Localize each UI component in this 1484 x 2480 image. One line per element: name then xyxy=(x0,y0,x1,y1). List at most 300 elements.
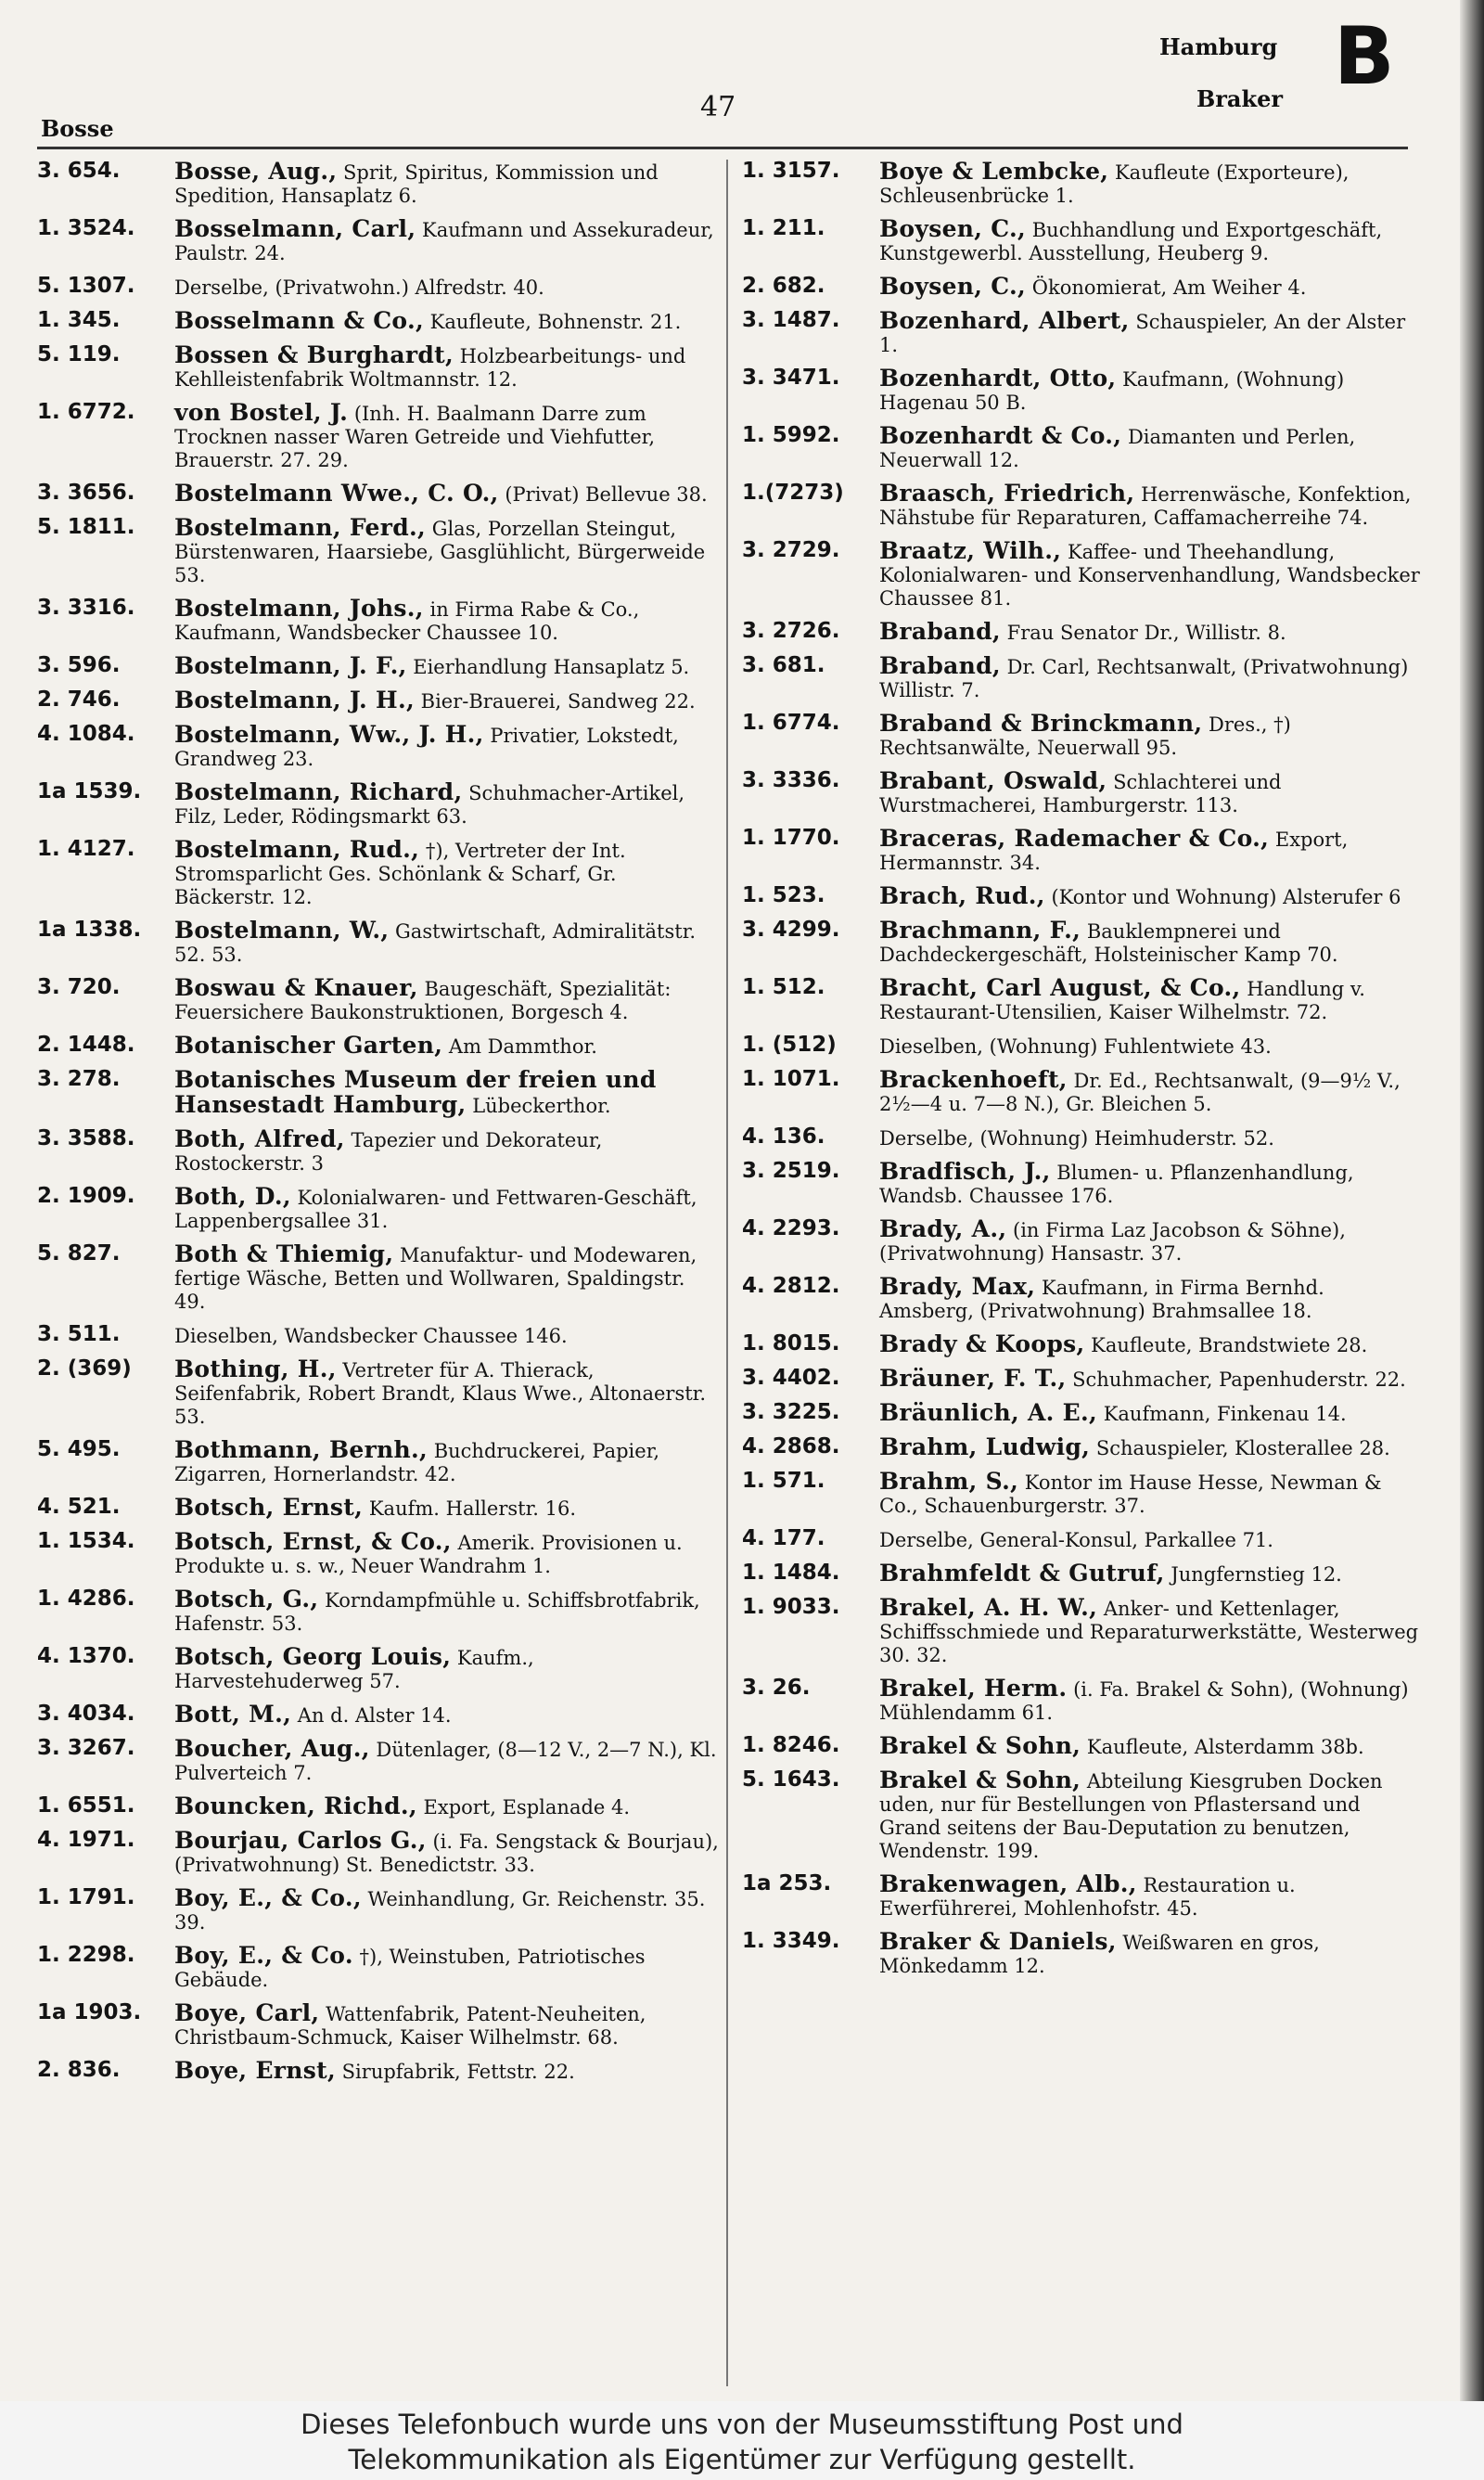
directory-entry xyxy=(742,620,1424,645)
entry-details: Derselbe, (Privatwohn.) Alfredstr. 40. xyxy=(174,276,544,299)
directory-entry xyxy=(742,1034,1424,1059)
entry-name: Both, Alfred, xyxy=(174,1125,345,1152)
entry-name: Botsch, Georg Louis, xyxy=(174,1643,452,1670)
directory-entry xyxy=(742,275,1424,300)
entry-details: Abteilung Kiesgruben Docken uden, nur für Bestellungen von Pflastersand und Grand seitens der Bau-Deputation zu benutzen, Wendenstr. 199. xyxy=(879,1770,1383,1862)
entry-name: Bothmann, Bernh., xyxy=(174,1436,429,1463)
entry-body xyxy=(879,1275,1424,1323)
header-letter: B xyxy=(1334,10,1395,103)
directory-entry xyxy=(742,1596,1424,1667)
entry-name: Botsch, Ernst, & Co., xyxy=(174,1528,452,1555)
entry-details: Kaufleute, Bohnenstr. 21. xyxy=(429,311,682,333)
directory-entry xyxy=(37,1530,719,1578)
entry-body xyxy=(879,976,1424,1024)
directory-entry xyxy=(742,1435,1424,1460)
entry-body xyxy=(879,1470,1424,1518)
entry-name: Brakel & Sohn, xyxy=(879,1732,1081,1759)
entry-number: 1.(7273) xyxy=(742,481,844,505)
entry-number: 4. 2293. xyxy=(742,1216,840,1240)
entry-number: 1. 8246. xyxy=(742,1733,840,1757)
entry-details: Sprit, Spiritus, Kommission und Spedition, Hansaplatz 6. xyxy=(174,161,659,207)
entry-details: Weißwaren en gros, Mönkedamm 12. xyxy=(879,1932,1320,1977)
directory-entry xyxy=(742,1275,1424,1323)
entry-body xyxy=(174,654,719,679)
directory-entry xyxy=(37,597,719,645)
directory-entry xyxy=(37,1127,719,1176)
entry-body xyxy=(174,217,719,265)
entry-body xyxy=(879,1068,1424,1116)
entry-number: 1. 211. xyxy=(742,216,825,240)
directory-entry xyxy=(742,217,1424,265)
entry-body xyxy=(879,1561,1424,1587)
directory-entry xyxy=(37,1944,719,1992)
footer-notice xyxy=(0,2401,1484,2480)
entry-name: Boswau & Knauer, xyxy=(174,974,418,1001)
entry-body xyxy=(879,1527,1424,1552)
directory-entry xyxy=(37,780,719,829)
directory-entry xyxy=(37,516,719,587)
entry-details: Herrenwäsche, Konfektion, Nähstube für Reparaturen, Caffamacherreihe 74. xyxy=(879,483,1412,529)
directory-entry xyxy=(37,1496,719,1521)
entry-number: 3. 26. xyxy=(742,1676,811,1700)
directory-entry xyxy=(742,1068,1424,1116)
directory-entry xyxy=(37,1034,719,1059)
entry-number: 1. 1071. xyxy=(742,1067,840,1091)
entry-name: Botanischer Garten, xyxy=(174,1032,443,1059)
entry-body xyxy=(879,1160,1424,1208)
entry-details: †), Vertreter der Int. Stromsparlicht Ges. Schönlank & Scharf, Gr. Bäckerstr. 12. xyxy=(174,840,626,908)
entry-details: Derselbe, General-Konsul, Parkallee 71. xyxy=(879,1529,1273,1551)
entry-name: Brakenwagen, Alb., xyxy=(879,1870,1137,1897)
entry-name: Brakel & Sohn, xyxy=(879,1767,1081,1793)
directory-entry xyxy=(742,309,1424,357)
directory-entry xyxy=(37,401,719,472)
entry-body xyxy=(174,482,719,507)
entry-number: 3. 3267. xyxy=(37,1736,135,1760)
entry-name: Brachmann, F., xyxy=(879,917,1081,944)
entry-body xyxy=(174,1703,719,1728)
entry-name: Bozenhardt, Otto, xyxy=(879,365,1117,392)
entry-name: Bozenhard, Albert, xyxy=(879,307,1130,334)
entry-name: Bostelmann Wwe., C. O., xyxy=(174,480,499,507)
entry-details: Dres., †) Rechtsanwälte, Neuerwall 95. xyxy=(879,713,1291,759)
entry-name: Bostelmann, Ferd., xyxy=(174,514,426,541)
directory-entry xyxy=(742,1527,1424,1552)
entry-number: 3. 2726. xyxy=(742,619,840,643)
entry-body xyxy=(174,1034,719,1059)
entry-body xyxy=(879,1596,1424,1667)
entry-body xyxy=(879,1734,1424,1759)
directory-entry xyxy=(742,539,1424,610)
entry-name: Bozenhardt & Co., xyxy=(879,422,1122,449)
entry-body xyxy=(879,309,1424,357)
entry-number: 1. 4286. xyxy=(37,1587,135,1611)
entry-name: Bräunlich, A. E., xyxy=(879,1399,1098,1426)
entry-name: Brakel, Herm. xyxy=(879,1675,1068,1702)
entry-number: 1a 1539. xyxy=(37,779,142,803)
directory-entry xyxy=(742,1872,1424,1921)
directory-entry xyxy=(37,1438,719,1486)
entry-number: 4. 1370. xyxy=(37,1644,135,1668)
entry-details: Amerik. Provisionen u. Produkte u. s. w., Neuer Wandrahm 1. xyxy=(174,1532,683,1577)
entry-number: 3. 3316. xyxy=(37,596,135,620)
directory-entry xyxy=(37,482,719,507)
entry-body xyxy=(879,712,1424,760)
entry-details: Kaufm. Hallerstr. 16. xyxy=(368,1497,577,1520)
entry-name: Brach, Rud., xyxy=(879,882,1045,909)
entry-number: 1. 6551. xyxy=(37,1793,135,1818)
entry-name: Bostelmann, Ww., J. H., xyxy=(174,721,484,748)
entry-details: Vertreter für A. Thierack, Seifenfabrik, Robert Brandt, Klaus Wwe., Altonaerstr. 53. xyxy=(174,1359,707,1428)
entry-body xyxy=(174,1127,719,1176)
directory-entry xyxy=(742,1217,1424,1266)
entry-number: 3. 3225. xyxy=(742,1400,840,1424)
directory-entry xyxy=(742,1367,1424,1392)
entry-name: Bosse, Aug., xyxy=(174,158,338,185)
entry-details: Gastwirtschaft, Admiralitätstr. 52. 53. xyxy=(174,920,697,966)
entry-details: Diamanten und Perlen, Neuerwall 12. xyxy=(879,426,1356,471)
entry-details: Tapezier und Dekorateur, Rostockerstr. 3 xyxy=(174,1129,603,1175)
directory-entry xyxy=(742,919,1424,967)
directory-entry xyxy=(37,2059,719,2084)
entry-name: Bostelmann, J. H., xyxy=(174,687,415,713)
entry-body xyxy=(174,1587,719,1636)
entry-name: Bouncken, Richd., xyxy=(174,1793,417,1819)
entry-number: 1. 523. xyxy=(742,883,825,907)
entry-body xyxy=(174,780,719,829)
directory-entry xyxy=(37,217,719,265)
entry-name: Bostelmann, Richard, xyxy=(174,778,463,805)
directory-entry xyxy=(37,723,719,771)
entry-number: 3. 1487. xyxy=(742,308,840,332)
directory-entry xyxy=(37,1737,719,1785)
entry-details: in Firma Rabe & Co., Kaufmann, Wandsbecker Chaussee 10. xyxy=(174,598,640,644)
entry-name: Bott, M., xyxy=(174,1701,292,1728)
directory-entry xyxy=(742,1561,1424,1587)
entry-name: Botsch, G., xyxy=(174,1586,319,1613)
entry-number: 5. 1643. xyxy=(742,1767,840,1792)
directory-entry xyxy=(742,160,1424,208)
entry-body xyxy=(879,1217,1424,1266)
directory-entry xyxy=(37,976,719,1024)
entry-body xyxy=(174,1357,719,1429)
entry-number: 4. 177. xyxy=(742,1526,825,1550)
directory-entry xyxy=(37,309,719,334)
entry-body xyxy=(879,1872,1424,1921)
footer-line-1: Dieses Telefonbuch wurde uns von der Museumsstiftung Post und xyxy=(301,2409,1183,2440)
entry-number: 3. 720. xyxy=(37,975,121,999)
entry-name: Both, D., xyxy=(174,1183,291,1210)
entry-name: Brahm, Ludwig, xyxy=(879,1433,1091,1460)
entry-number: 1. 3349. xyxy=(742,1929,840,1953)
directory-entry xyxy=(37,1829,719,1877)
entry-details: Schuhmacher-Artikel, Filz, Leder, Rödingsmarkt 63. xyxy=(174,782,685,828)
entry-number: 3. 4402. xyxy=(742,1366,840,1390)
entry-details: Kaufm., Harvestehuderweg 57. xyxy=(174,1647,534,1692)
entry-name: Bräuner, F. T., xyxy=(879,1365,1067,1392)
entry-details: Restauration u. Ewerführerei, Mohlenhofstr. 45. xyxy=(879,1874,1296,1920)
entry-details: Kaufmann und Assekuradeur, Paulstr. 24. xyxy=(174,219,714,264)
directory-entry xyxy=(742,1125,1424,1150)
entry-number: 1. 1484. xyxy=(742,1561,840,1585)
entry-body xyxy=(174,1242,719,1314)
entry-name: Bourjau, Carlos G., xyxy=(174,1827,427,1854)
entry-body xyxy=(879,1435,1424,1460)
entry-number: 1. 571. xyxy=(742,1469,825,1493)
entry-name: Bostelmann, Rud., xyxy=(174,836,420,863)
entry-name: Boysen, C., xyxy=(879,273,1027,300)
entry-body xyxy=(174,1794,719,1819)
directory-entry xyxy=(742,1734,1424,1759)
entry-number: 5. 495. xyxy=(37,1437,121,1461)
entry-body xyxy=(879,217,1424,265)
entry-number: 3. 2519. xyxy=(742,1159,840,1183)
directory-entry xyxy=(37,1645,719,1693)
entry-number: 2. (369) xyxy=(37,1356,132,1381)
entry-body xyxy=(879,1768,1424,1863)
entry-name: Bostelmann, W., xyxy=(174,917,390,944)
entry-number: 1. 6772. xyxy=(37,400,135,424)
entry-number: 2. 682. xyxy=(742,274,825,298)
entry-details: Blumen- u. Pflanzenhandlung, Wandsb. Chaussee 176. xyxy=(879,1162,1354,1207)
entry-details: Privatier, Lokstedt, Grandweg 23. xyxy=(174,725,679,770)
entry-number: 3. 4299. xyxy=(742,918,840,942)
entry-details: Holzbearbeitungs- und Kehlleistenfabrik Woltmannstr. 12. xyxy=(174,345,686,391)
entry-details: †), Weinstuben, Patriotisches Gebäude. xyxy=(174,1946,646,1991)
entry-body xyxy=(174,976,719,1024)
directory-entry xyxy=(742,712,1424,760)
entry-body xyxy=(174,1496,719,1521)
entry-name: Braband, xyxy=(879,618,1001,645)
directory-entry xyxy=(37,1242,719,1314)
entry-number: 1. 3524. xyxy=(37,216,135,240)
entry-details: Manufaktur- und Modewaren, fertige Wäsche, Betten und Wollwaren, Spaldingstr. 49. xyxy=(174,1244,697,1313)
directory-entry xyxy=(742,1401,1424,1426)
directory-entry xyxy=(37,160,719,208)
entry-body xyxy=(879,1367,1424,1392)
entry-details: Kaufleute (Exporteure), Schleusenbrücke 1. xyxy=(879,161,1350,207)
directory-entry xyxy=(37,2001,719,2050)
entry-body xyxy=(174,1944,719,1992)
entry-name: Braceras, Rademacher & Co., xyxy=(879,825,1270,852)
entry-number: 5. 1811. xyxy=(37,515,135,539)
entry-details: (Kontor und Wohnung) Alsterufer 6 xyxy=(1051,886,1401,908)
entry-body xyxy=(879,654,1424,702)
entry-number: 1. 1791. xyxy=(37,1885,135,1909)
entry-details: Kaufmann, (Wohnung) Hagenau 50 B. xyxy=(879,368,1345,414)
directory-entry xyxy=(742,884,1424,909)
entry-body xyxy=(174,516,719,587)
entry-name: Botsch, Ernst, xyxy=(174,1494,364,1521)
entry-number: 1. 3157. xyxy=(742,159,840,183)
entry-body xyxy=(879,1332,1424,1357)
entry-body xyxy=(174,1530,719,1578)
entry-name: Braband & Brinckmann, xyxy=(879,710,1203,737)
entry-name: Bothing, H., xyxy=(174,1356,337,1382)
entry-details: Weinhandlung, Gr. Reichenstr. 35. 39. xyxy=(174,1888,706,1934)
entry-name: Brackenhoeft, xyxy=(879,1066,1068,1093)
entry-body xyxy=(174,1886,719,1934)
entry-number: 5. 119. xyxy=(37,342,121,366)
entry-body xyxy=(174,1438,719,1486)
entry-details: Ökonomierat, Am Weiher 4. xyxy=(1031,276,1307,299)
directory-entry xyxy=(37,343,719,392)
entry-body xyxy=(174,838,719,909)
entry-details: Jungfernstieg 12. xyxy=(1171,1563,1342,1586)
entry-details: (Inh. H. Baalmann Darre zum Trocknen nasser Waren Getreide und Viehfutter, Brauerstr. 27. 29. xyxy=(174,403,656,471)
entry-number: 4. 1971. xyxy=(37,1828,135,1852)
entry-name: Brakel, A. H. W., xyxy=(879,1594,1098,1621)
entry-number: 4. 1084. xyxy=(37,722,135,746)
entry-body xyxy=(174,401,719,472)
entry-details: An d. Alster 14. xyxy=(297,1704,452,1727)
entry-number: 1a 1338. xyxy=(37,918,142,942)
entry-number: 3. 596. xyxy=(37,653,121,677)
entry-name: Bosselmann, Carl, xyxy=(174,215,416,242)
directory-entry xyxy=(37,1703,719,1728)
entry-number: 1. 4127. xyxy=(37,837,135,861)
directory-entry xyxy=(742,827,1424,875)
entry-details: Schauspieler, Klosterallee 28. xyxy=(1095,1437,1390,1459)
footer-line-2: Telekommunikation als Eigentümer zur Verfügung gestellt. xyxy=(348,2444,1136,2475)
header-city: Hamburg xyxy=(1159,33,1278,60)
directory-entry xyxy=(742,1470,1424,1518)
entry-details: Dieselben, (Wohnung) Fuhlentwiete 43. xyxy=(879,1035,1272,1058)
entry-body xyxy=(174,1323,719,1348)
entry-number: 1. 2298. xyxy=(37,1943,135,1967)
entry-details: Schlachterei und Wurstmacherei, Hamburgerstr. 113. xyxy=(879,771,1282,816)
entry-name: von Bostel, J. xyxy=(174,399,349,426)
entry-details: Sirupfabrik, Fettstr. 22. xyxy=(341,2061,575,2083)
entry-number: 1. 1770. xyxy=(742,826,840,850)
entry-body xyxy=(174,1185,719,1233)
entry-details: Glas, Porzellan Steingut, Bürstenwaren, Haarsiebe, Gasglühlicht, Bürgerweide 53. xyxy=(174,518,706,586)
entry-body xyxy=(879,884,1424,909)
entry-body xyxy=(174,1068,719,1118)
entry-body xyxy=(174,688,719,713)
entry-number: 3. 3471. xyxy=(742,366,840,390)
entry-number: 1a 253. xyxy=(742,1871,832,1895)
entry-body xyxy=(174,2059,719,2084)
entry-number: 3. 3588. xyxy=(37,1126,135,1150)
entry-number: 1. 512. xyxy=(742,975,825,999)
entry-number: 3. 3656. xyxy=(37,481,135,505)
directory-entry xyxy=(742,1768,1424,1863)
entry-body xyxy=(174,309,719,334)
entry-name: Braatz, Wilh., xyxy=(879,537,1062,564)
entry-details: (i. Fa. Sengstack & Bourjau), (Privatwohnung) St. Benedictstr. 33. xyxy=(174,1831,719,1876)
entry-details: Lübeckerthor. xyxy=(472,1095,611,1117)
entry-details: Export, Esplanade 4. xyxy=(423,1796,631,1818)
entry-details: Kaufleute, Brandstwiete 28. xyxy=(1091,1334,1368,1356)
entry-name: Brahmfeldt & Gutruf, xyxy=(879,1560,1165,1587)
directory-entry xyxy=(37,688,719,713)
entry-name: Brabant, Oswald, xyxy=(879,767,1107,794)
entry-name: Botanisches Museum der freien und Hansestadt Hamburg, xyxy=(174,1066,657,1118)
entry-body xyxy=(174,919,719,967)
entry-name: Bosselmann & Co., xyxy=(174,307,424,334)
directory-entry xyxy=(37,275,719,300)
entry-details: Export, Hermannstr. 34. xyxy=(879,829,1349,874)
entry-number: 1. 5992. xyxy=(742,423,840,447)
entry-name: Boy, E., & Co. xyxy=(174,1942,353,1969)
directory-entry xyxy=(742,1677,1424,1725)
entry-details: Wattenfabrik, Patent-Neuheiten, Christbaum-Schmuck, Kaiser Wilhelmstr. 68. xyxy=(174,2003,646,2049)
entry-body xyxy=(879,1677,1424,1725)
entry-details: Am Dammthor. xyxy=(448,1035,597,1058)
entry-name: Both & Thiemig, xyxy=(174,1240,394,1267)
entry-name: Bostelmann, J. F., xyxy=(174,652,407,679)
entry-details: Dütenlager, (8—12 V., 2—7 N.), Kl. Pulverteich 7. xyxy=(174,1739,717,1784)
directory-entry xyxy=(742,482,1424,530)
entry-body xyxy=(174,2001,719,2050)
entry-number: 3. 278. xyxy=(37,1067,121,1091)
directory-entry xyxy=(37,1587,719,1636)
entry-body xyxy=(879,482,1424,530)
entry-number: 4. 136. xyxy=(742,1124,825,1149)
entry-number: 4. 521. xyxy=(37,1495,121,1519)
entry-details: Kaufmann, Finkenau 14. xyxy=(1103,1403,1347,1425)
entry-details: Kaufleute, Alsterdamm 38b. xyxy=(1086,1736,1364,1758)
directory-entry xyxy=(37,1323,719,1348)
entry-details: Kaufmann, in Firma Bernhd. Amsberg, (Privatwohnung) Brahmsallee 18. xyxy=(879,1277,1324,1322)
entry-body xyxy=(879,1034,1424,1059)
directory-entry xyxy=(742,976,1424,1024)
entry-details: Buchdruckerei, Papier, Zigarren, Hornerlandstr. 42. xyxy=(174,1440,660,1485)
entry-number: 3. 654. xyxy=(37,159,121,183)
entry-body xyxy=(174,1829,719,1877)
page-edge-shadow xyxy=(1460,0,1484,2401)
entry-details: Derselbe, (Wohnung) Heimhuderstr. 52. xyxy=(879,1127,1274,1150)
directory-entry xyxy=(37,1357,719,1429)
entry-details: (i. Fa. Brakel & Sohn), (Wohnung) Mühlendamm 61. xyxy=(879,1678,1409,1724)
header-first-entry: Bosse xyxy=(41,115,114,142)
entry-number: 2. 1448. xyxy=(37,1033,135,1057)
entry-name: Bostelmann, Johs., xyxy=(174,595,424,622)
entry-body xyxy=(879,160,1424,208)
entry-body xyxy=(174,597,719,645)
entry-body xyxy=(879,366,1424,415)
entry-name: Brady & Koops, xyxy=(879,1330,1085,1357)
directory-entry xyxy=(742,1332,1424,1357)
entry-details: Buchhandlung und Exportgeschäft, Kunstgewerbl. Ausstellung, Heuberg 9. xyxy=(879,219,1383,264)
directory-entry xyxy=(742,424,1424,472)
entry-number: 1. 6774. xyxy=(742,711,840,735)
entry-number: 4. 2812. xyxy=(742,1274,840,1298)
entry-number: 2. 836. xyxy=(37,2058,121,2082)
entry-details: Baugeschäft, Spezialität: Feuersichere Baukonstruktionen, Borgesch 4. xyxy=(174,978,672,1023)
directory-entry xyxy=(742,1160,1424,1208)
entry-body xyxy=(879,769,1424,817)
entry-body xyxy=(879,275,1424,300)
entry-details: Frau Senator Dr., Willistr. 8. xyxy=(1006,622,1286,644)
header-rule xyxy=(37,147,1408,149)
entry-name: Bracht, Carl August, & Co., xyxy=(879,974,1241,1001)
directory-entry xyxy=(37,838,719,909)
entry-number: 2. 1909. xyxy=(37,1184,135,1208)
entry-name: Braband, xyxy=(879,652,1001,679)
entry-details: Eierhandlung Hansaplatz 5. xyxy=(413,656,690,678)
entry-details: Kaffee- und Theehandlung, Kolonialwaren- und Konservenhandlung, Wandsbecker Chaussee 81. xyxy=(879,541,1420,610)
entry-details: Dieselben, Wandsbecker Chaussee 146. xyxy=(174,1325,568,1347)
page-number: 47 xyxy=(700,91,736,123)
entry-details: (Privat) Bellevue 38. xyxy=(505,483,708,506)
entry-body xyxy=(879,424,1424,472)
entry-name: Boye, Carl, xyxy=(174,1999,320,2026)
entry-details: Bauklempnerei und Dachdeckergeschäft, Holsteinischer Kamp 70. xyxy=(879,920,1338,966)
directory-entry xyxy=(37,919,719,967)
entry-body xyxy=(879,827,1424,875)
